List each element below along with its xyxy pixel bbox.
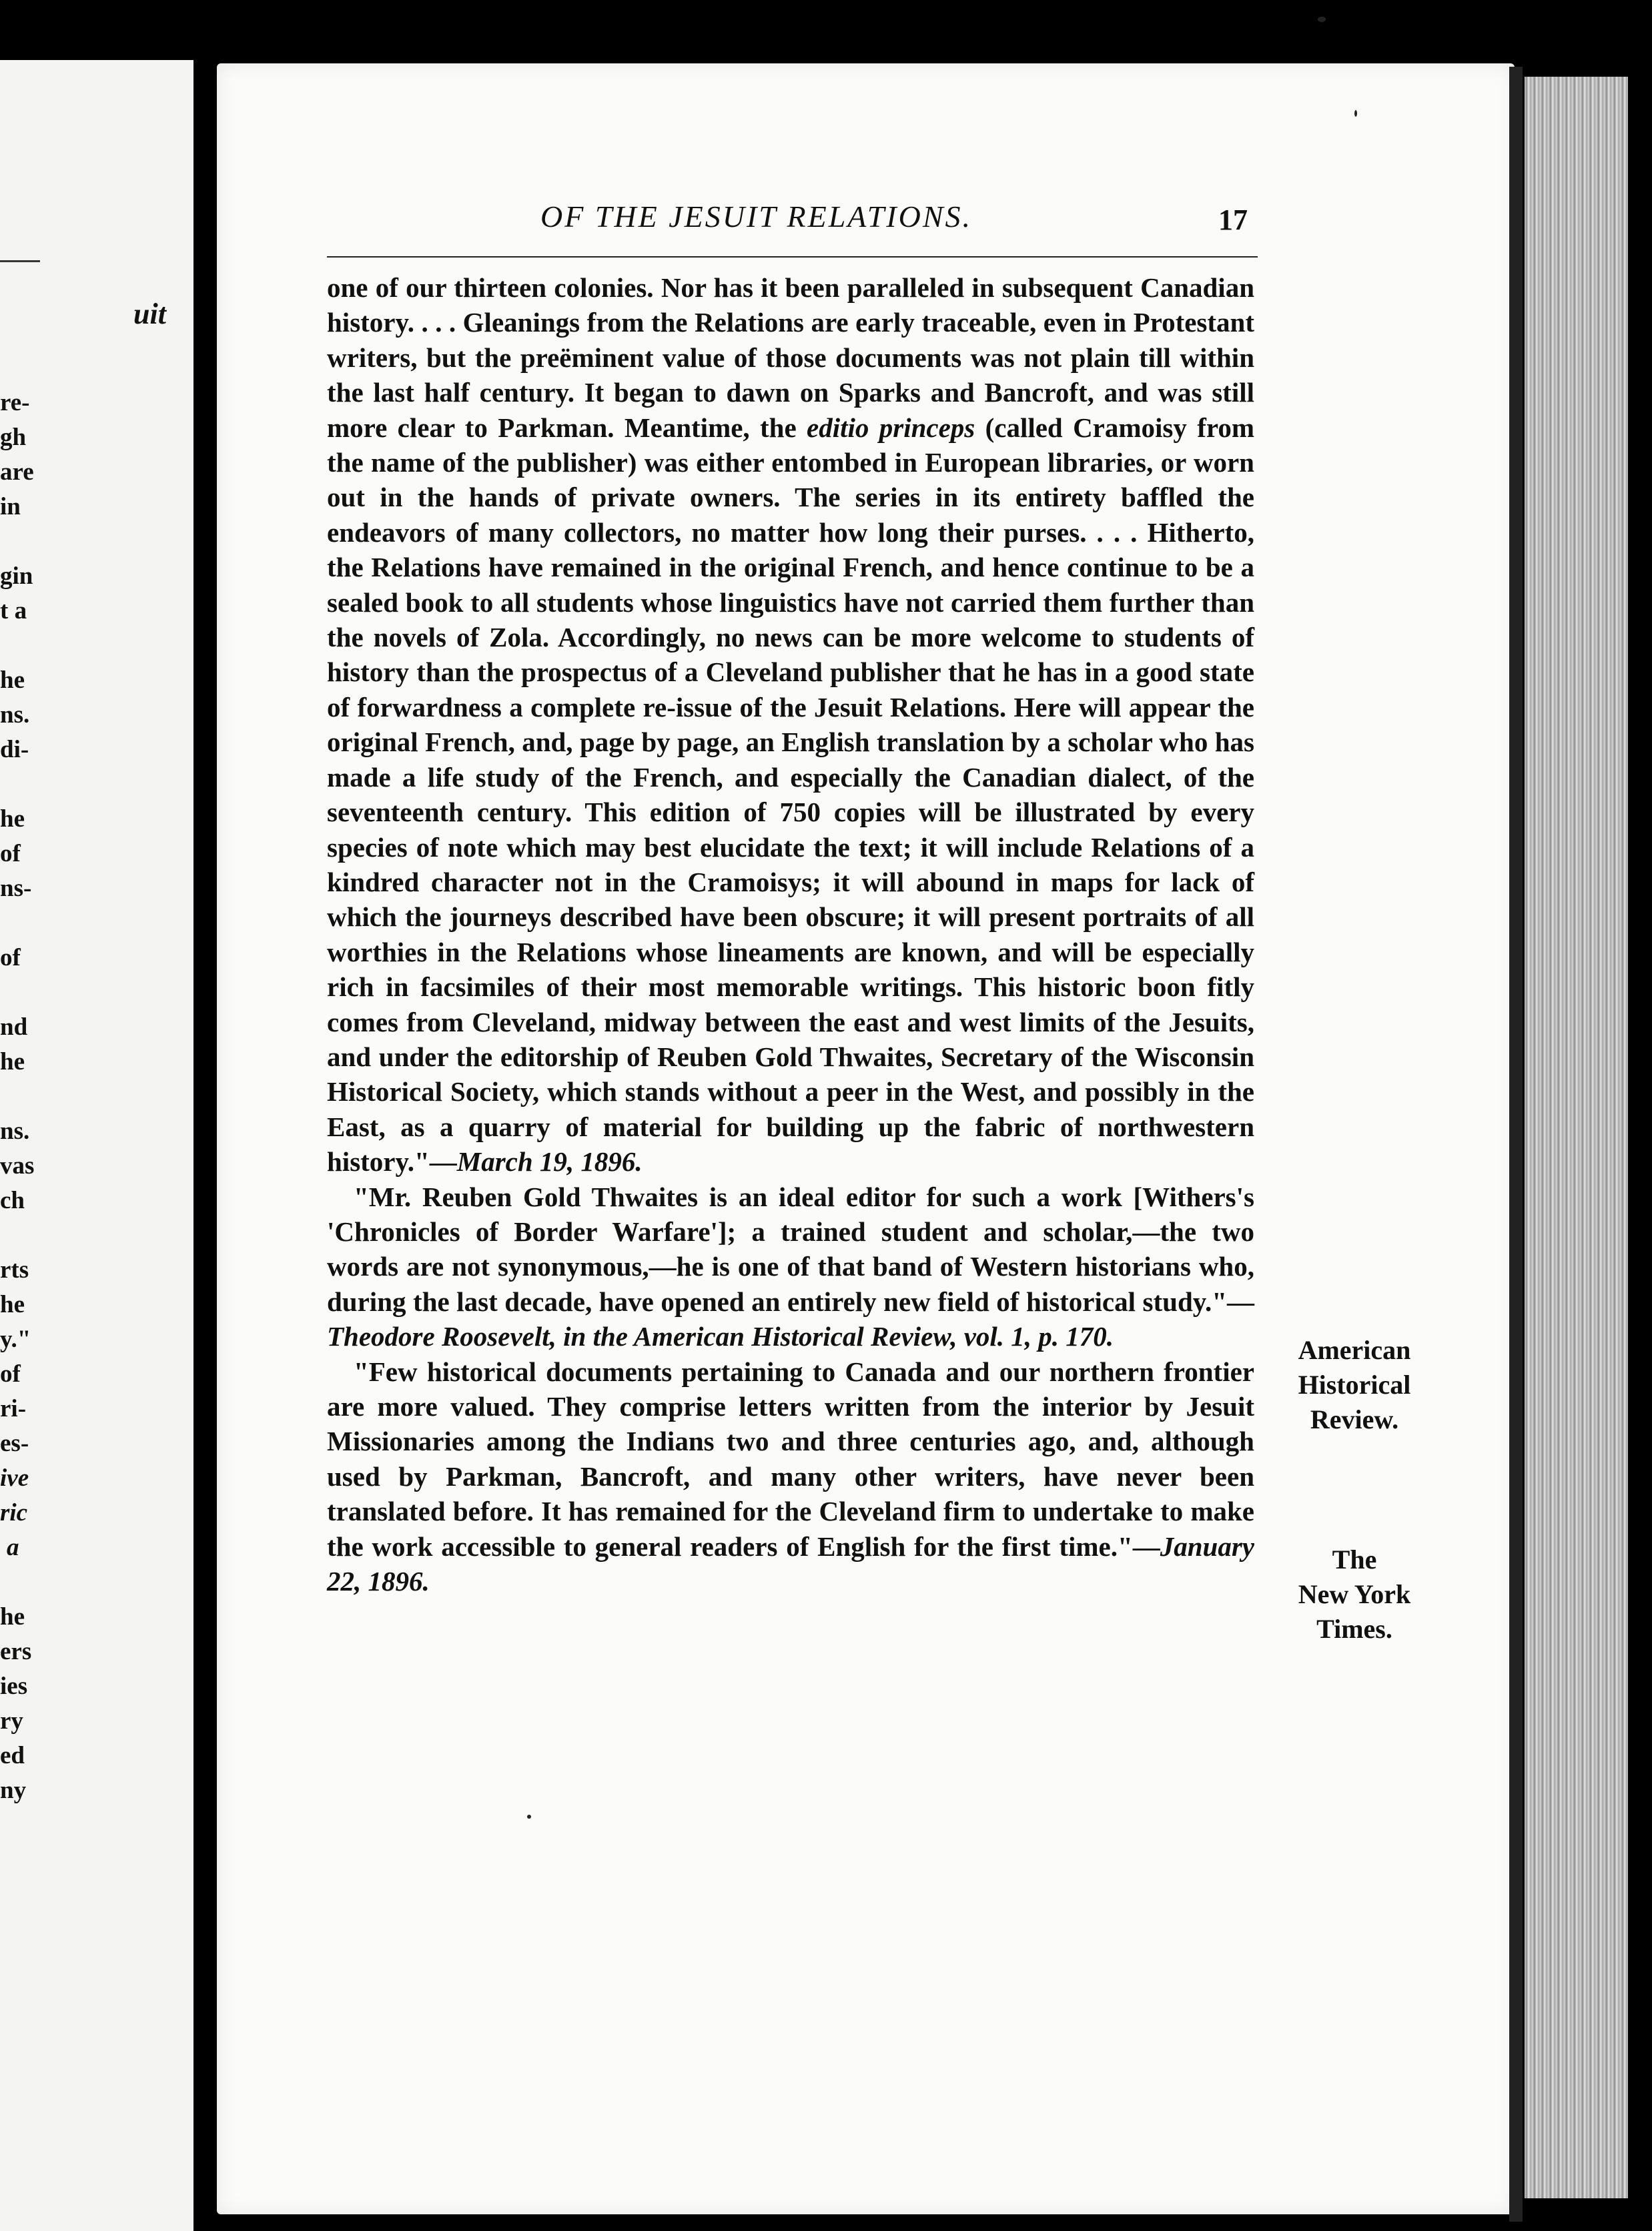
paragraph-text: (called Cramoisy from the name of the publisher) was either entombed in European libraries, or worn out in the hands of private owners. The series in its entirety baffled the endeavors of many collectors, no matter how long their purses. . . . Hitherto, the Relations have remained in the original French, and hence continue to be a sealed book to all students whose linguistics have not carried them further than the novels of Zola. Accordingly, no news can be more welcome to students of history than the prospectus of a Cleveland publisher that he has in a good state of forwardness a complete re-issue of the Jesuit Relations. Here will appear the original French, and, page by page, an English translation by a scholar who has made a life study of the French, and especially the Canadian dialect, of the seventeenth century. This edition of 750 copies will be illustrated by every species of note which may best elucidate the text; it will include Relations of a kindred character not in the Cramoisys; it will abound in maps for lack of which the journeys described have been obscure; it will present portraits of all worthies in the Relations whose lineaments are known, and will be especially rich in facsimiles of their most memorable writings. This historic boon fitly comes from Cleveland, midway between the east and west limits of the Jesuits, and under the editorship of Reuben Gold Thwaites, Secretary of the Wisconsin Historical Society, which stands without a peer in the West, and possibly in the East, as a quarry of material for building up the fabric of northwestern history."—	[327, 412, 1254, 1178]
body-text	[327, 270, 1254, 1599]
left-facing-page	[0, 60, 193, 2231]
scan-speck	[1354, 110, 1357, 117]
left-fragment: ch	[0, 1187, 25, 1214]
left-fragment: of	[0, 944, 21, 971]
paragraph-text: "Mr. Reuben Gold Thwaites is an ideal editor for such a work [Withers's 'Chronicles of Border Warfare']; a trained student and scholar,—the two words are not synonymous,—he is one of that band of Western historians who, during the last decade, have opened an entirely new field of historical study."—	[327, 1181, 1254, 1317]
margin-note-line: Review.	[1310, 1404, 1399, 1434]
left-fragment: es-	[0, 1430, 29, 1457]
left-fragment: nd	[0, 1013, 28, 1041]
left-fragment: di-	[0, 736, 29, 763]
left-fragment: he	[0, 805, 25, 833]
margin-note-line: Historical	[1298, 1370, 1411, 1400]
left-fragment: vas	[0, 1152, 35, 1180]
paragraph-text: one of our thirteen colonies. Nor has it been paralleled in subsequent Canadian history. . . . Gleanings from the Relations are early traceable, even in Protestant writers, but the preëminent value of those documents was not plain till within the last half century. It began to dawn on Sparks and Bancroft, and was still more clear to Parkman. Meantime, the	[327, 272, 1254, 443]
book-page-edges	[1525, 77, 1628, 2198]
left-fragment: he	[0, 666, 25, 694]
left-fragment: of	[0, 1360, 21, 1388]
left-fragment: ns-	[0, 875, 32, 902]
left-fragment: of	[0, 840, 21, 867]
running-head: OF THE JESUIT RELATIONS.	[540, 199, 972, 234]
left-fragment: ns.	[0, 1118, 30, 1145]
left-fragment: uit	[133, 298, 166, 330]
margin-note-new-york-times	[1274, 1542, 1434, 1647]
paragraph-continued-quote	[327, 270, 1254, 1180]
left-fragment: re-	[0, 389, 30, 416]
left-fragment: ny	[0, 1777, 27, 1804]
left-fragment: y."	[0, 1326, 31, 1353]
left-fragment: ed	[0, 1742, 25, 1769]
left-fragment: rts	[0, 1256, 29, 1284]
left-fragment: he	[0, 1048, 25, 1075]
scan-speck	[527, 1815, 531, 1819]
margin-note-line: Times.	[1316, 1614, 1392, 1644]
left-page-line-fragments	[0, 60, 193, 2231]
left-fragment: ric	[0, 1499, 28, 1526]
left-fragment: are	[0, 458, 34, 486]
citation: January 22, 1896.	[327, 1530, 1254, 1597]
page-number: 17	[1218, 203, 1248, 236]
left-fragment: in	[0, 493, 21, 520]
scan-speck	[1318, 17, 1326, 22]
page-header	[327, 199, 1261, 246]
left-fragment: ive	[0, 1464, 29, 1492]
citation: Theodore Roosevelt, in the American Historical Review, vol. 1, p. 170.	[327, 1321, 1114, 1352]
margin-note-line: The	[1332, 1544, 1377, 1575]
left-fragment: ers	[0, 1638, 32, 1665]
left-fragment: he	[0, 1291, 25, 1318]
left-fragment: ri-	[0, 1395, 27, 1422]
paragraph-roosevelt-quote	[327, 1180, 1254, 1354]
left-fragment: he	[0, 1603, 25, 1631]
left-fragment: ry	[0, 1707, 23, 1735]
left-fragment: a	[7, 1534, 19, 1561]
italic-term: editio princeps	[807, 412, 975, 443]
paragraph-text: "Few historical documents pertaining to Canada and our northern frontier are more valued. They comprise letters written from the interior by Jesuit Missionaries among the Indians two and three centuries ago, and, although used by Parkman, Bancroft, and many other writers, have never been translated before. It has remained for the Cleveland firm to undertake to make the work accessible to general readers of English for the first time."—	[327, 1356, 1254, 1562]
margin-note-line: American	[1298, 1335, 1411, 1365]
citation: March 19, 1896.	[456, 1146, 643, 1178]
margin-note-american-historical-review	[1274, 1333, 1434, 1437]
left-fragment: ns.	[0, 701, 30, 729]
left-fragment: t a	[0, 597, 27, 624]
left-fragment: gin	[0, 562, 33, 590]
header-rule	[327, 256, 1258, 258]
paragraph-times-quote	[327, 1354, 1254, 1599]
left-fragment: ies	[0, 1673, 28, 1700]
margin-note-line: New York	[1298, 1579, 1411, 1609]
page-edge-shadow	[1509, 67, 1523, 2222]
left-fragment: gh	[0, 424, 27, 451]
